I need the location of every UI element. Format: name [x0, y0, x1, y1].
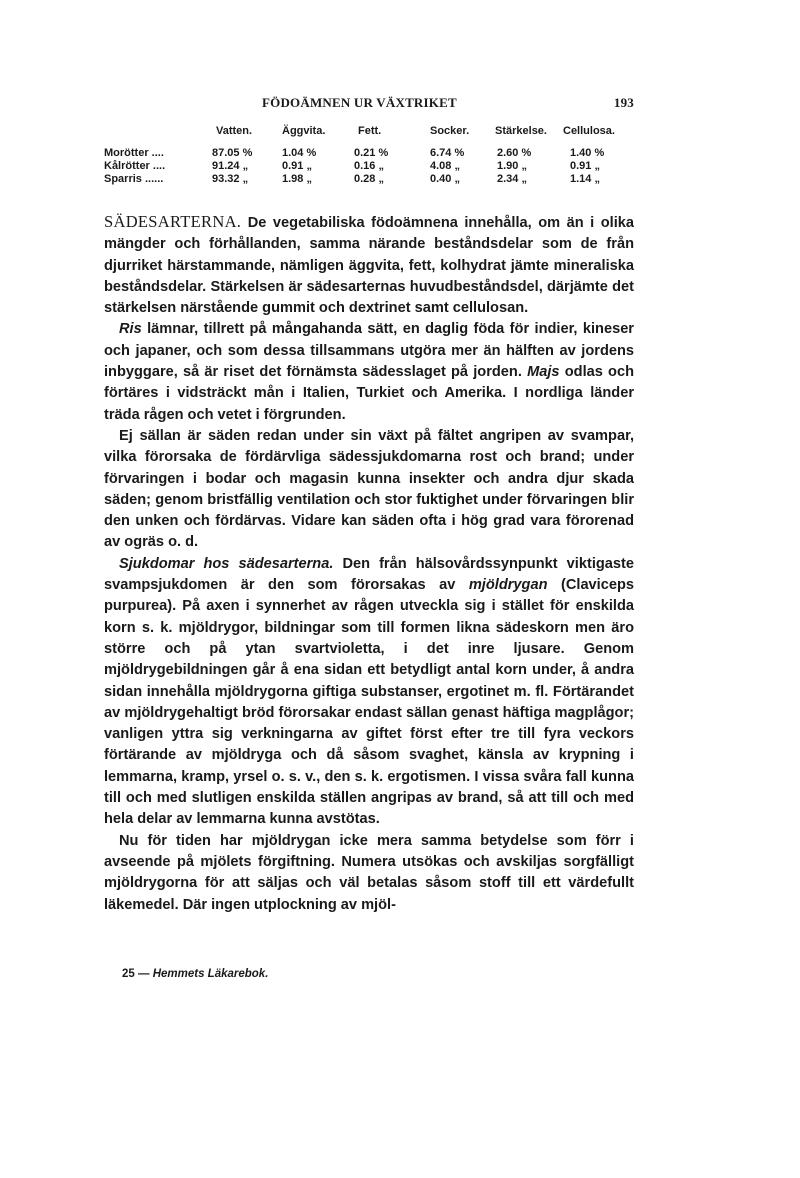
table-cell: 91.24 „	[212, 160, 249, 172]
column-header: Äggvita.	[282, 125, 326, 137]
table-cell: 0.28 „	[354, 173, 384, 185]
page-number: 193	[613, 95, 634, 110]
body-text	[104, 211, 634, 916]
table-cell: 87.05 %	[212, 147, 253, 159]
paragraph-text: odlas och förtäres i vidsträckt mån i Italien, Turkiet och Amerika. I nordliga länder träda rågen och vetet i förgrunden.	[104, 364, 634, 423]
table-row	[104, 159, 634, 172]
paragraph-text: De vegetabiliska födoämnena innehålla, om än i olika mängder och förhållanden, samma närande beståndsdelar som de från djurriket härstammande, nämligen äggvita, fett, kolhydrat jämte mineraliska beståndsdelar. Stärkelsen är sädesarternas huvudbeståndsdel, därjämte det stärkelsen närstående gummit och dextrinet samt cellulosan.	[104, 215, 634, 317]
table-cell: 6.74 %	[430, 147, 465, 159]
table-cell: 0.40 „	[430, 173, 460, 185]
table-cell: 0.91 „	[282, 160, 312, 172]
subsection-heading: Sjukdomar hos sädesarterna.	[119, 555, 334, 572]
column-header: Socker.	[430, 125, 470, 137]
table-cell: 0.16 „	[354, 160, 384, 172]
paragraph	[104, 554, 634, 831]
section-heading: SÄDESARTERNA.	[104, 212, 242, 231]
paragraph	[104, 211, 634, 319]
term-majs: Majs	[527, 364, 560, 381]
book-title: Hemmets Läkarebok.	[152, 968, 269, 980]
sheet-signature: 25 —	[122, 968, 150, 980]
column-header: Cellulosa.	[563, 125, 615, 137]
composition-table	[104, 124, 634, 185]
table-cell: 4.08 „	[430, 160, 460, 172]
table-row	[104, 172, 634, 185]
paragraph-text: (Claviceps purpurea). På axen i synnerhet av rågen utveckla sig i stället för enskilda korn s. k. mjöldrygor, bildningar som till formen likna sädeskorn men äro större och på ytan svartvioletta, i det inre ljusare. Genom mjöldrygebildningen går å ena sidan ett betydligt antal korn under, å andra sidan innehålla mjöldrygorna giftiga substanser, ergotinet m. fl. Förtärandet av mjöldrygehaltigt bröd förorsakar endast sällan genast häftiga magplågor; vanligen yttra sig verkningarna av giftet först efter tre till fyra veckors förtärande av mjöldryga och då såsom svaghet, känsla av krypning i lemmarna, kramp, yrsel o. s. v., den s. k. ergotismen. I vissa svåra fall kunna till och med slutligen enskilda ställen angripas av brand, så att till och med hela delar av lemmarna kunna avstötas.	[104, 577, 634, 828]
paragraph-text: Den från hälsovårdssynpunkt viktigaste svampsjukdomen är den som förorsakas av	[104, 555, 634, 594]
table-cell: 1.14 „	[570, 173, 600, 185]
running-header	[104, 95, 634, 113]
paragraph-text: Ej sällan är säden redan under sin växt på fältet angripen av svampar, vilka förorsaka de fördärvliga sädessjukdomarna rost och brand; under förvaringen i bodar och magasin kunna insekter och andra djur skada säden; genom bristfällig ventilation och stor fuktighet under förvaringen blir den unken och fördärvas. Vidare kan säden ofta i hög grad vara förorenad av ogräs o. d.	[104, 427, 634, 551]
table-cell: 1.40 %	[570, 147, 605, 159]
table-cell: 0.21 %	[354, 147, 389, 159]
table-cell: 2.60 %	[497, 147, 532, 159]
term-ris: Ris	[119, 321, 142, 338]
page-footer	[122, 968, 268, 980]
row-label: Kålrötter ....	[104, 160, 166, 172]
table-header-row	[104, 124, 634, 146]
paragraph	[104, 831, 634, 916]
column-header: Fett.	[358, 125, 382, 137]
table-cell: 1.98 „	[282, 173, 312, 185]
table-cell: 2.34 „	[497, 173, 527, 185]
table-cell: 1.04 %	[282, 147, 317, 159]
row-label: Sparris ......	[104, 173, 164, 185]
row-label: Morötter ....	[104, 147, 164, 159]
paragraph	[104, 319, 634, 425]
paragraph-text: Nu för tiden har mjöldrygan icke mera samma betydelse som förr i avseende på mjölets förgiftning. Numera utsökas och avskiljas sorgfälligt mjöldrygorna för att säljas och väl betalas såsom stoff till ett värdefullt läkemedel. Där ingen utplockning av mjöl-	[104, 832, 634, 913]
running-title: FÖDOÄMNEN UR VÄXTRIKET	[262, 95, 457, 110]
table-row	[104, 146, 634, 159]
table-cell: 93.32 „	[212, 173, 249, 185]
table-cell: 1.90 „	[497, 160, 527, 172]
table-cell: 0.91 „	[570, 160, 600, 172]
paragraph-text: lämnar, tillrett på mångahanda sätt, en daglig föda för indier, kineser och japaner, och som dessa tillsammans utgöra mer än hälften av jordens inbyggare, så är riset det förnämsta sädesslaget på jorden.	[104, 321, 634, 381]
paragraph	[104, 426, 634, 554]
column-header: Stärkelse.	[495, 125, 547, 137]
column-header: Vatten.	[216, 125, 253, 137]
term-mjoldrygan: mjöldrygan	[468, 577, 548, 594]
